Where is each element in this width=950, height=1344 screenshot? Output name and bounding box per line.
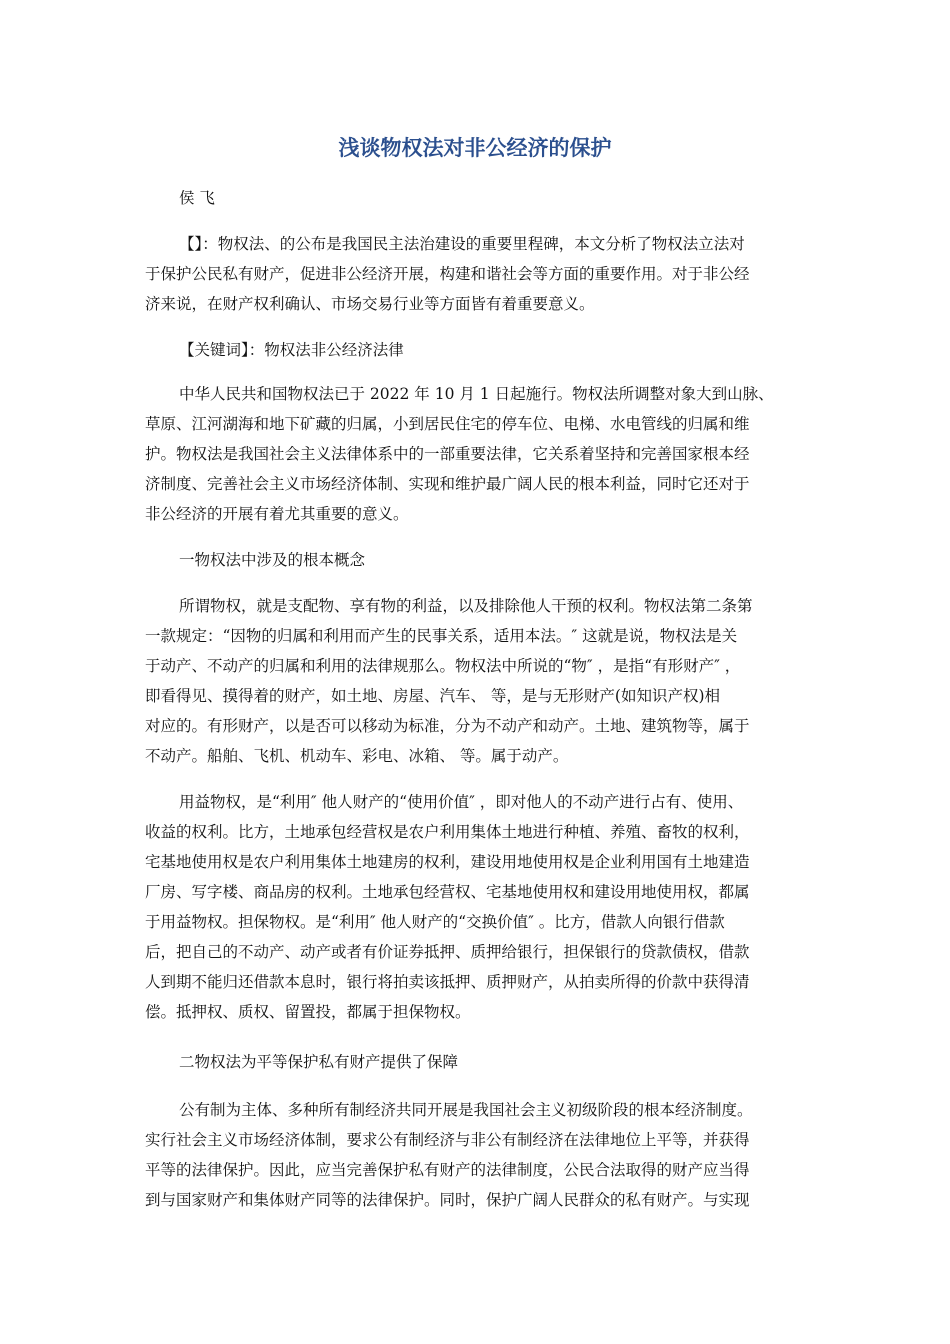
keywords: 【关键词】：物权法非公经济法律 — [179, 341, 404, 359]
intro-line: 济制度、完善社会主义市场经济体制、实现和维护最广阔人民的根本利益，同时它还对于 — [145, 475, 750, 493]
intro-line: 非公经济的开展有着尤其重要的意义。 — [145, 505, 409, 523]
paragraph-line: 于用益物权。担保物权。是“利用″ 他人财产的“交换价值″ 。比方，借款人向银行借款 — [145, 913, 725, 931]
paragraph-line: 厂房、写字楼、商品房的权利。土地承包经营权、宅基地使用权和建设用地使用权，都属 — [145, 883, 750, 901]
paragraph-line: 后，把自己的不动产、动产或者有价证券抵押、质押给银行，担保银行的贷款债权，借款 — [145, 943, 750, 961]
paragraph-line: 到与国家财产和集体财产同等的法律保护。同时，保护广阔人民群众的私有财产。与实现 — [145, 1191, 750, 1209]
paragraph-line: 偿。抵押权、质权、留置投，都属于担保物权。 — [145, 1003, 471, 1021]
paragraph-line: 于动产、不动产的归属和利用的法律规那么。物权法中所说的“物″ ，是指“有形财产″ ， — [145, 657, 741, 675]
section-heading: 一物权法中涉及的根本概念 — [179, 551, 366, 569]
paragraph-line: 不动产。船舶、飞机、机动车、彩电、冰箱、 等。属于动产。 — [145, 747, 569, 765]
paragraph-line: 实行社会主义市场经济体制，要求公有制经济与非公有制经济在法律地位上平等，并获得 — [145, 1131, 750, 1149]
paragraph-line: 人到期不能归还借款本息时，银行将拍卖该抵押、质押财产，从拍卖所得的价款中获得清 — [145, 973, 750, 991]
document-title: 浅谈物权法对非公经济的保护 — [338, 136, 612, 160]
paragraph-line: 一款规定：“因物的归属和利用而产生的民事关系，适用本法。″ 这就是说，物权法是关 — [145, 627, 738, 645]
paragraph-line: 收益的权利。比方，土地承包经营权是农户利用集体土地进行种植、养殖、畜牧的权利， — [145, 823, 750, 841]
intro-line: 护。物权法是我国社会主义法律体系中的一部重要法律，它关系着坚持和完善国家根本经 — [145, 445, 750, 463]
intro-line: 中华人民共和国物权法已于 2022 年 10 月 1 日起施行。物权法所调整对象大到山脉、 — [179, 385, 774, 403]
paragraph-line: 用益物权，是“利用″ 他人财产的“使用价值″ ，即对他人的不动产进行占有、使用、 — [179, 793, 744, 811]
paragraph-line: 公有制为主体、多种所有制经济共同开展是我国社会主义初级阶段的根本经济制度。 — [179, 1101, 753, 1119]
paragraph-line: 即看得见、摸得着的财产，如土地、房屋、汽车、 等，是与无形财产(如知识产权)相 — [145, 687, 721, 705]
paragraph-line: 所谓物权，就是支配物、享有物的利益，以及排除他人干预的权利。物权法第二条第 — [179, 597, 753, 615]
paragraph-line: 宅基地使用权是农户利用集体土地建房的权利，建设用地使用权是企业利用国有土地建造 — [145, 853, 750, 871]
author: 侯 飞 — [179, 189, 215, 207]
abstract-line: 于保护公民私有财产，促进非公经济开展，构建和谐社会等方面的重要作用。对于非公经 — [145, 265, 750, 283]
paragraph-line: 平等的法律保护。因此，应当完善保护私有财产的法律制度，公民合法取得的财产应当得 — [145, 1161, 750, 1179]
abstract-line: 【】：物权法、的公布是我国民主法治建设的重要里程碑，本文分析了物权法立法对 — [179, 235, 745, 253]
abstract-line: 济来说，在财产权利确认、市场交易行业等方面皆有着重要意义。 — [145, 295, 595, 313]
paragraph-line: 对应的。有形财产，以是否可以移动为标准，分为不动产和动产。土地、建筑物等，属于 — [145, 717, 750, 735]
intro-line: 草原、江河湖海和地下矿藏的归属，小到居民住宅的停车位、电梯、水电管线的归属和维 — [145, 415, 750, 433]
section-heading: 二物权法为平等保护私有财产提供了保障 — [179, 1053, 459, 1071]
